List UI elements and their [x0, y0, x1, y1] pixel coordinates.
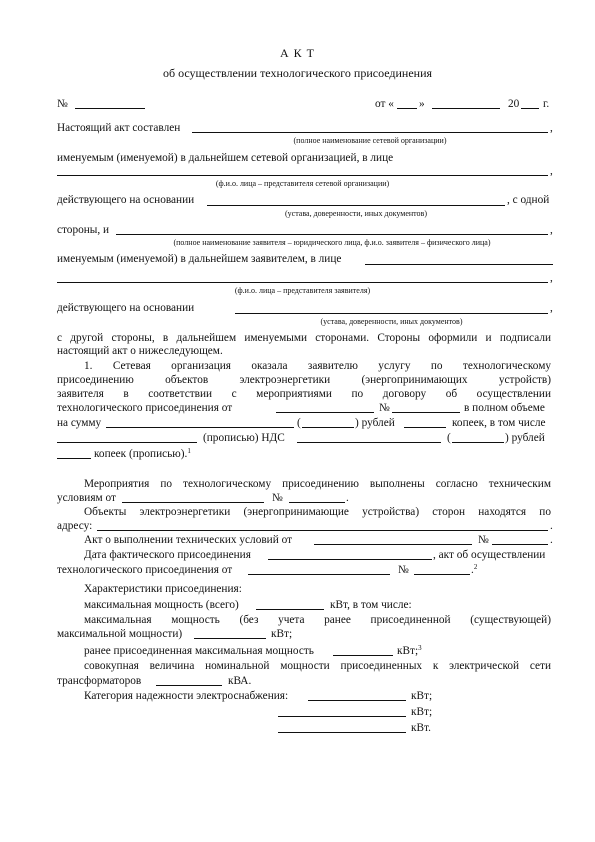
applicant-basis-label: действующего на основании	[57, 302, 195, 314]
new-power-field[interactable]	[194, 638, 266, 639]
rubles-label: ) рублей	[505, 432, 545, 444]
reliability-unit-3: кВт.	[411, 722, 431, 734]
characteristics-title: Характеристики присоединения:	[84, 583, 242, 595]
vat-digits-field[interactable]	[452, 442, 504, 443]
max-power-label: максимальная мощность (всего)	[84, 599, 239, 611]
new-power-unit: кВт;	[271, 628, 293, 640]
number-label: №	[57, 98, 68, 110]
service-paragraph-line-2: присоединению объектов электроэнергетики (энергопринимающих устройств)	[57, 374, 551, 386]
applicant-person-field-a[interactable]	[365, 264, 553, 265]
network-org-name-field[interactable]	[192, 132, 548, 133]
document-subtitle: об осуществлении технологического присоединения	[162, 66, 433, 80]
docs-note-1: (устава, доверенности, иных документов)	[285, 209, 427, 218]
sum-words-field[interactable]	[106, 427, 294, 428]
footnote-ref-2: 2	[473, 563, 478, 571]
sides-paragraph-line-1: с другой стороны, в дальнейшем именуемыми сторонами. Стороны оформили и подписали	[57, 332, 551, 344]
comma: ,	[550, 224, 553, 236]
sides-paragraph-line-2: настоящий акт о нижеследующем.	[57, 345, 223, 357]
date-month-field[interactable]	[432, 108, 500, 109]
conditions-from-label: условиям от	[57, 492, 116, 504]
period: .	[346, 492, 349, 504]
rubles-label: ) рублей	[355, 417, 395, 429]
comma: ,	[550, 122, 553, 134]
network-person-note: (ф.и.о. лица – представителя сетевой организации)	[215, 179, 390, 188]
reliability-unit-1: кВт;	[411, 690, 433, 702]
footnote-ref-1: 1	[187, 447, 191, 455]
period: .	[550, 534, 553, 546]
date-from-label: от «	[375, 98, 394, 110]
prev-power-unit: кВт;$^3$	[397, 644, 422, 657]
conditions-act-label: Акт о выполнении технических условий от	[84, 534, 293, 546]
period: .	[550, 520, 553, 532]
conditions-number-field[interactable]	[289, 502, 345, 503]
comma: ,	[550, 165, 553, 177]
measures-line-1: Мероприятия по технологическому присоединению выполнены согласно техническим	[84, 478, 551, 490]
paren-open: (	[447, 432, 451, 444]
vat-words-field[interactable]	[57, 442, 197, 443]
connection-act-number-label: №	[398, 564, 409, 576]
applicant-person-label: именуемым (именуемой) в дальнейшем заявителем, в лице	[57, 253, 342, 265]
contract-number-field[interactable]	[392, 412, 460, 413]
connection-act-date-field[interactable]	[248, 574, 390, 575]
conditions-act-number-label: №	[478, 534, 489, 546]
side-and-label: стороны, и	[57, 224, 110, 236]
actual-connection-label: Дата фактического присоединения	[84, 549, 251, 561]
prev-power-field[interactable]	[333, 655, 393, 656]
contract-number-label: №	[379, 402, 390, 414]
connection-act-label: , акт об осуществлении	[433, 549, 546, 561]
reliability-unit-2: кВт;	[411, 706, 433, 718]
act-composed-label: Настоящий акт составлен	[57, 122, 181, 134]
contract-date-field[interactable]	[276, 412, 374, 413]
address-label: адресу:	[57, 520, 93, 532]
year-prefix: 20	[508, 98, 520, 110]
reliability-field-2[interactable]	[278, 716, 406, 717]
footnote-ref-3: 3	[418, 644, 422, 652]
objects-line-1: Объекты электроэнергетики (энергопринимающие устройства) сторон находятся по	[84, 506, 551, 518]
reliability-category-label: Категория надежности электроснабжения:	[84, 690, 289, 702]
max-power-field[interactable]	[256, 609, 324, 610]
connection-act-number-field[interactable]	[414, 574, 470, 575]
network-org-note: (полное наименование сетевой организации)	[293, 136, 447, 145]
date-quote: »	[419, 98, 425, 110]
full-volume-label: в полном объеме	[464, 402, 545, 414]
kopecks-words-label: копеек (прописью).$^1$	[94, 447, 191, 460]
applicant-person-field-b[interactable]	[57, 282, 548, 283]
new-power-label: максимальной мощности)	[57, 628, 183, 640]
service-paragraph-line-3: заявителя в соответствии с мероприятиями по договору об осуществлении	[57, 388, 551, 400]
comma: ,	[550, 302, 553, 314]
year-suffix: г.	[543, 98, 550, 110]
applicant-name-field[interactable]	[116, 234, 548, 235]
footnote-2-wrap: .$^2$	[471, 563, 478, 576]
network-org-person-field[interactable]	[57, 175, 548, 176]
transformers-field[interactable]	[156, 685, 222, 686]
connection-act-from-label: технологического присоединения от	[57, 564, 233, 576]
date-day-field[interactable]	[397, 108, 417, 109]
applicant-basis-field[interactable]	[235, 313, 548, 314]
conditions-act-number-field[interactable]	[492, 544, 548, 545]
reliability-field-3[interactable]	[278, 732, 406, 733]
transformers-unit: кВА.	[228, 675, 252, 687]
sum-digits-field[interactable]	[302, 427, 354, 428]
conditions-number-label: №	[272, 492, 283, 504]
contract-date-label: технологического присоединения от	[57, 402, 233, 414]
address-field[interactable]	[97, 530, 548, 531]
act-number-field[interactable]	[75, 108, 145, 109]
acting-basis-label: действующего на основании	[57, 194, 195, 206]
paren-open: (	[297, 417, 301, 429]
transformers-line-1: совокупная величина номинальной мощности присоединенных к электрической сети	[84, 660, 551, 672]
docs-note-2: (устава, доверенности, иных документов)	[320, 317, 463, 326]
vat-kopecks-field[interactable]	[57, 458, 91, 459]
applicant-person-note: (ф.и.о. лица – представителя заявителя)	[234, 286, 371, 295]
conditions-date-field[interactable]	[122, 502, 264, 503]
vat-label: (прописью) НДС	[203, 432, 285, 444]
max-power-unit: кВт, в том числе:	[330, 599, 412, 611]
applicant-note: (полное наименование заявителя – юридического лица, ф.и.о. заявителя – физического лица)	[173, 238, 491, 247]
kopecks-incl-label: копеек, в том числе	[452, 417, 546, 429]
new-power-line-1: максимальная мощность (без учета ранее присоединенной (существующей)	[84, 614, 551, 626]
prev-power-label: ранее присоединенная максимальная мощность	[84, 645, 314, 657]
transformers-label: трансформаторов	[57, 675, 142, 687]
document-title: А К Т	[280, 46, 315, 60]
reliability-field-1[interactable]	[308, 700, 406, 701]
one-side-label: , с одной	[507, 194, 550, 206]
conditions-act-date-field[interactable]	[314, 544, 472, 545]
actual-connection-date-field[interactable]	[268, 559, 432, 560]
comma: ,	[550, 272, 553, 284]
service-paragraph-line-1: 1. Сетевая организация оказала заявителю услугу по технологическому	[84, 360, 551, 372]
network-org-person-label: именуемым (именуемой) в дальнейшем сетевой организацией, в лице	[57, 152, 394, 164]
sum-kopecks-field[interactable]	[404, 427, 446, 428]
sum-label: на сумму	[57, 417, 102, 429]
date-year-field[interactable]	[521, 108, 539, 109]
network-basis-field[interactable]	[207, 205, 505, 206]
vat-amount-field[interactable]	[297, 442, 441, 443]
